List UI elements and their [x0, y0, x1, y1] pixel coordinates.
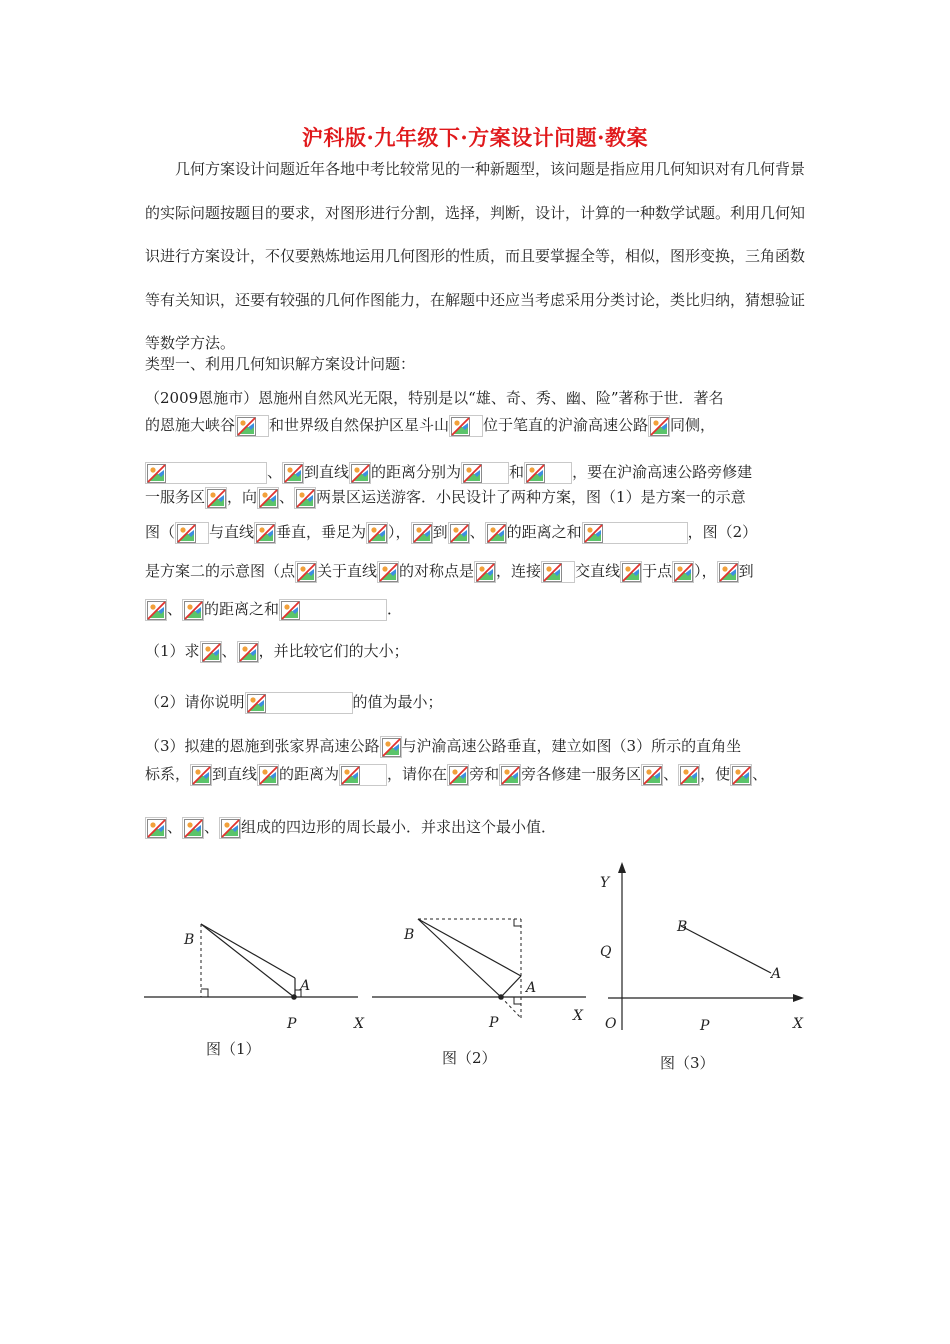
- problem-line-4: 一服务区 ，向 、 两景区运送游客．小民设计了两种方案，图（1）是方案一的示意: [145, 482, 810, 512]
- label-x: X: [573, 1008, 583, 1024]
- broken-image-icon: [282, 462, 304, 484]
- figure-2-caption: 图（2）: [442, 1049, 497, 1067]
- broken-image-icon: [485, 522, 507, 544]
- broken-image-icon: [182, 817, 204, 839]
- broken-image-icon: [294, 487, 316, 509]
- broken-image-icon: [411, 522, 433, 544]
- question-3-line-2: 标系， 到直线 的距离为 ，请你在 旁和 旁各修建一服务区 、 ，使 、: [145, 759, 810, 789]
- broken-image-icon: [175, 522, 209, 544]
- broken-image-icon: [541, 561, 575, 583]
- broken-image-icon: [349, 462, 371, 484]
- broken-image-icon: [145, 599, 167, 621]
- figure-1: [140, 900, 365, 1040]
- broken-image-icon: [190, 764, 212, 786]
- broken-image-icon: [235, 415, 269, 437]
- problem-line-5: 图（ 与直线 垂直，垂足为 ）， 到 、 的距离之和 ，图（2）: [145, 517, 810, 547]
- broken-image-icon: [730, 764, 752, 786]
- broken-image-icon: [447, 764, 469, 786]
- broken-image-icon: [205, 487, 227, 509]
- label-x: X: [793, 1016, 803, 1032]
- broken-image-icon: [524, 462, 572, 484]
- broken-image-icon: [339, 764, 387, 786]
- intro-paragraph: 几何方案设计问题近年各地中考比较常见的一种新题型，该问题是指应用几何知识对有几何背景的实际问题按题目的要求，对图形进行分割，选择，判断，设计，计算的一种数学试题。利用几何知识进行方案设计，不仅要熟炼地运用几何图形的性质，而且要掌握全等，相似，图形变换，三角函数等有关知识，还要有较强的几何作图能力，在解题中还应当考虑采用分类讨论，类比归纳，猜想验证等数学方法。: [145, 160, 806, 352]
- label-a: A: [526, 980, 537, 996]
- broken-image-icon: [295, 561, 317, 583]
- broken-image-icon: [648, 415, 670, 437]
- broken-image-icon: [200, 641, 222, 663]
- broken-image-icon: [641, 764, 663, 786]
- figure-1-caption: 图（1）: [206, 1040, 261, 1058]
- label-b: B: [184, 932, 195, 948]
- broken-image-icon: [257, 487, 279, 509]
- question-3-line-1: （3）拟建的恩施到张家界高速公路 与沪渝高速公路垂直，建立如图（3）所示的直角坐: [145, 731, 810, 761]
- broken-image-icon: [279, 599, 387, 621]
- point-p: [291, 994, 297, 1000]
- broken-image-icon: [366, 522, 388, 544]
- problem-line-6: 是方案二的示意图（点 关于直线 的对称点是 ，连接 交直线 于点 ）， 到: [145, 556, 810, 586]
- label-a: A: [771, 966, 782, 982]
- problem-line-1: （2009恩施市）恩施州自然风光无限，特别是以“雄、奇、秀、幽、险”著称于世．著名: [145, 389, 724, 407]
- right-angle-mark: [514, 919, 521, 926]
- label-a: A: [300, 978, 311, 994]
- broken-image-icon: [461, 462, 509, 484]
- x-axis-arrow: [793, 994, 804, 1002]
- broken-image-icon: [448, 522, 470, 544]
- broken-image-icon: [449, 415, 483, 437]
- broken-image-icon: [182, 599, 204, 621]
- label-b: B: [677, 919, 688, 935]
- label-p: P: [489, 1015, 499, 1031]
- broken-image-icon: [377, 561, 399, 583]
- y-axis-arrow: [618, 862, 626, 873]
- right-angle-mark: [514, 997, 521, 1004]
- broken-image-icon: [145, 817, 167, 839]
- label-p: P: [700, 1018, 710, 1034]
- label-q: Q: [600, 944, 612, 960]
- document-title: 沪科版·九年级下·方案设计问题·教案: [302, 125, 648, 150]
- broken-image-icon: [678, 764, 700, 786]
- label-y: Y: [600, 875, 610, 891]
- broken-image-icon: [257, 764, 279, 786]
- broken-image-icon: [254, 522, 276, 544]
- segment-ba: [201, 924, 295, 978]
- broken-image-icon: [145, 462, 267, 484]
- broken-image-icon: [499, 764, 521, 786]
- broken-image-icon: [717, 561, 739, 583]
- broken-image-icon: [219, 817, 241, 839]
- problem-line-2: 的恩施大峡谷 和世界级自然保护区星斗山 位于笔直的沪渝高速公路 同侧，: [145, 410, 810, 440]
- point-p: [498, 994, 504, 1000]
- broken-image-icon: [620, 561, 642, 583]
- label-p: P: [287, 1016, 297, 1032]
- question-3-line-3: 、 、 组成的四边形的周长最小．并求出这个最小值．: [145, 812, 810, 842]
- label-o: O: [605, 1016, 617, 1032]
- broken-image-icon: [672, 561, 694, 583]
- right-angle-mark: [201, 989, 208, 997]
- problem-line-7: 、 的距离之和 ．: [145, 594, 810, 624]
- label-b: B: [404, 927, 415, 943]
- type-heading: 类型一、利用几何知识解方案设计问题：: [145, 355, 416, 373]
- label-x: X: [354, 1016, 364, 1032]
- figure-2: [368, 905, 593, 1045]
- broken-image-icon: [237, 641, 259, 663]
- segment-pa-prime: [501, 997, 521, 1018]
- segment-ap: [501, 976, 521, 997]
- problem-line-3: 、 到直线 的距离分别为 和 ，要在沪渝高速公路旁修建: [145, 457, 810, 487]
- broken-image-icon: [245, 692, 353, 714]
- broken-image-icon: [474, 561, 496, 583]
- broken-image-icon: [380, 736, 402, 758]
- figure-3-caption: 图（3）: [660, 1054, 715, 1072]
- segment-bp: [201, 924, 294, 997]
- question-2: （2）请你说明 的值为最小；: [145, 687, 810, 717]
- question-1: （1）求 、 ，并比较它们的大小；: [145, 636, 810, 666]
- broken-image-icon: [582, 522, 688, 544]
- figure-3: [595, 860, 810, 1040]
- segment-ab: [681, 926, 771, 973]
